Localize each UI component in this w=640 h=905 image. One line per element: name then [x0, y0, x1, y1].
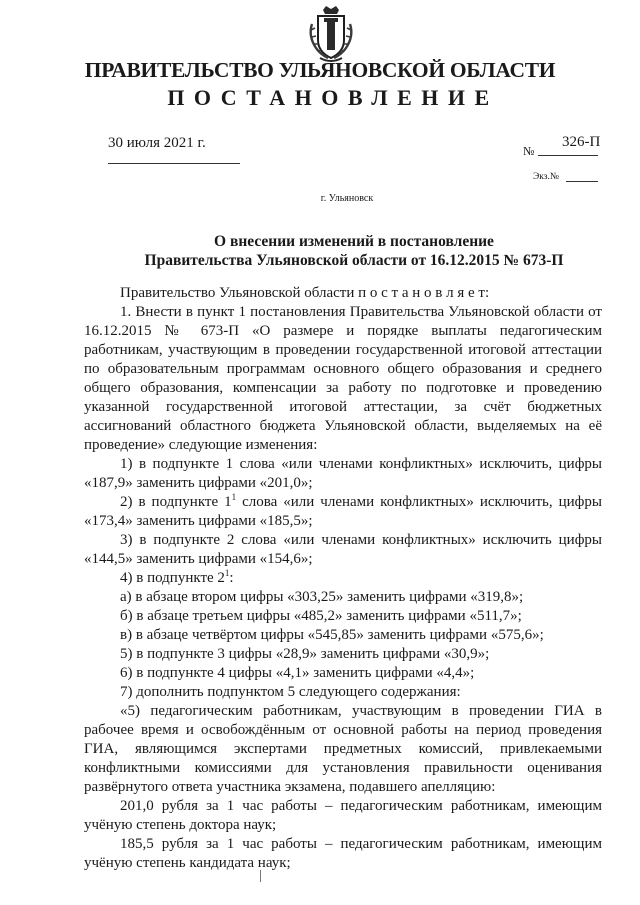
- rate-doctor: 201,0 рубля за 1 час работы – педагогическим работникам, имеющим учёную степень доктора наук;: [84, 798, 602, 833]
- subject-line-1: О внесении изменений в постановление: [214, 233, 494, 250]
- number-sign: №: [523, 144, 535, 158]
- item-4-post: :: [229, 570, 234, 586]
- item-3: 3) в подпункте 2 слова «или членами конфликтных» исключить цифры «144,5» заменить цифрами «154,6»;: [84, 532, 602, 567]
- subject-line-2: Правительства Ульяновской области от 16.12.2015 № 673-П: [144, 252, 564, 269]
- item-4: [84, 569, 602, 588]
- item-4c: в) в абзаце четвёртом цифры «545,85» заменить цифрами «575,6»;: [120, 627, 544, 643]
- preamble: Правительство Ульяновской области п о с т а н о в л я е т:: [120, 285, 490, 301]
- item-2-post: слова «или членами конфликтных» исключить, цифры «173,4» заменить цифрами «185,5»;: [84, 494, 602, 529]
- item-1: 1) в подпункте 1 слова «или членами конфликтных» исключить, цифры «187,9» заменить цифрами «201,0»;: [84, 456, 602, 491]
- government-name: ПРАВИТЕЛЬСТВО УЛЬЯНОВСКОЙ ОБЛАСТИ: [84, 58, 556, 82]
- city: г. Ульяновск: [320, 193, 374, 204]
- number-underline: [538, 155, 598, 156]
- document-type: ПОСТАНОВЛЕНИЕ: [167, 85, 499, 110]
- decree-number: 326-П: [562, 134, 601, 150]
- decree-subject: [0, 232, 640, 270]
- quote-subitem-5: «5) педагогическим работникам, участвующим в проведении ГИА в рабочее время и освобождённым от основной работы на период проведения ГИА, являющимся экспертами предметных комиссий, привлекаемыми конфликтными комиссиями для установления правильности оценивания развёрнутого ответа участника экзамена, подавшего апелляцию:: [84, 703, 602, 795]
- item-6: 6) в подпункте 4 цифры «4,1» заменить цифрами «4,4»;: [120, 665, 475, 681]
- item-2-pre: 2) в подпункте 1: [120, 494, 232, 510]
- decree-date: 30 июля 2021 г.: [108, 135, 206, 151]
- scan-mark: [260, 870, 265, 882]
- paragraph-1: 1. Внести в пункт 1 постановления Правительства Ульяновской области от 16.12.2015 № 673-П «О размере и порядке выплаты педагогическим работникам, участвующим в проведении государственной итоговой аттестации по образовательным программам основного общего образования и среднего общего образования, компенсации за работу по подготовке и проведению указанной государственной итоговой аттестации, за счёт бюджетных ассигнований областного бюджета Ульяновской области, выделяемых на её проведение» следующие изменения:: [84, 304, 602, 453]
- item-2: [84, 493, 602, 531]
- item-7: 7) дополнить подпунктом 5 следующего содержания:: [120, 684, 461, 700]
- date-underline: [108, 163, 240, 164]
- copy-number-label: Экз.№: [533, 172, 559, 182]
- item-4-pre: 4) в подпункте 2: [120, 570, 225, 586]
- decree-body: [84, 284, 602, 873]
- item-5: 5) в подпункте 3 цифры «28,9» заменить цифрами «30,9»;: [120, 646, 490, 662]
- item-4b: б) в абзаце третьем цифры «485,2» заменить цифрами «511,7»;: [120, 608, 522, 624]
- item-4-sup: 1: [224, 568, 230, 578]
- coat-of-arms-icon: [306, 4, 356, 64]
- item-4a: а) в абзаце втором цифры «303,25» заменить цифрами «319,8»;: [120, 589, 524, 605]
- copy-number-underline: [566, 181, 598, 182]
- rate-candidate: 185,5 рубля за 1 час работы – педагогическим работникам, имеющим учёную степень кандидата наук;: [84, 836, 602, 871]
- item-2-sup: 1: [231, 492, 237, 502]
